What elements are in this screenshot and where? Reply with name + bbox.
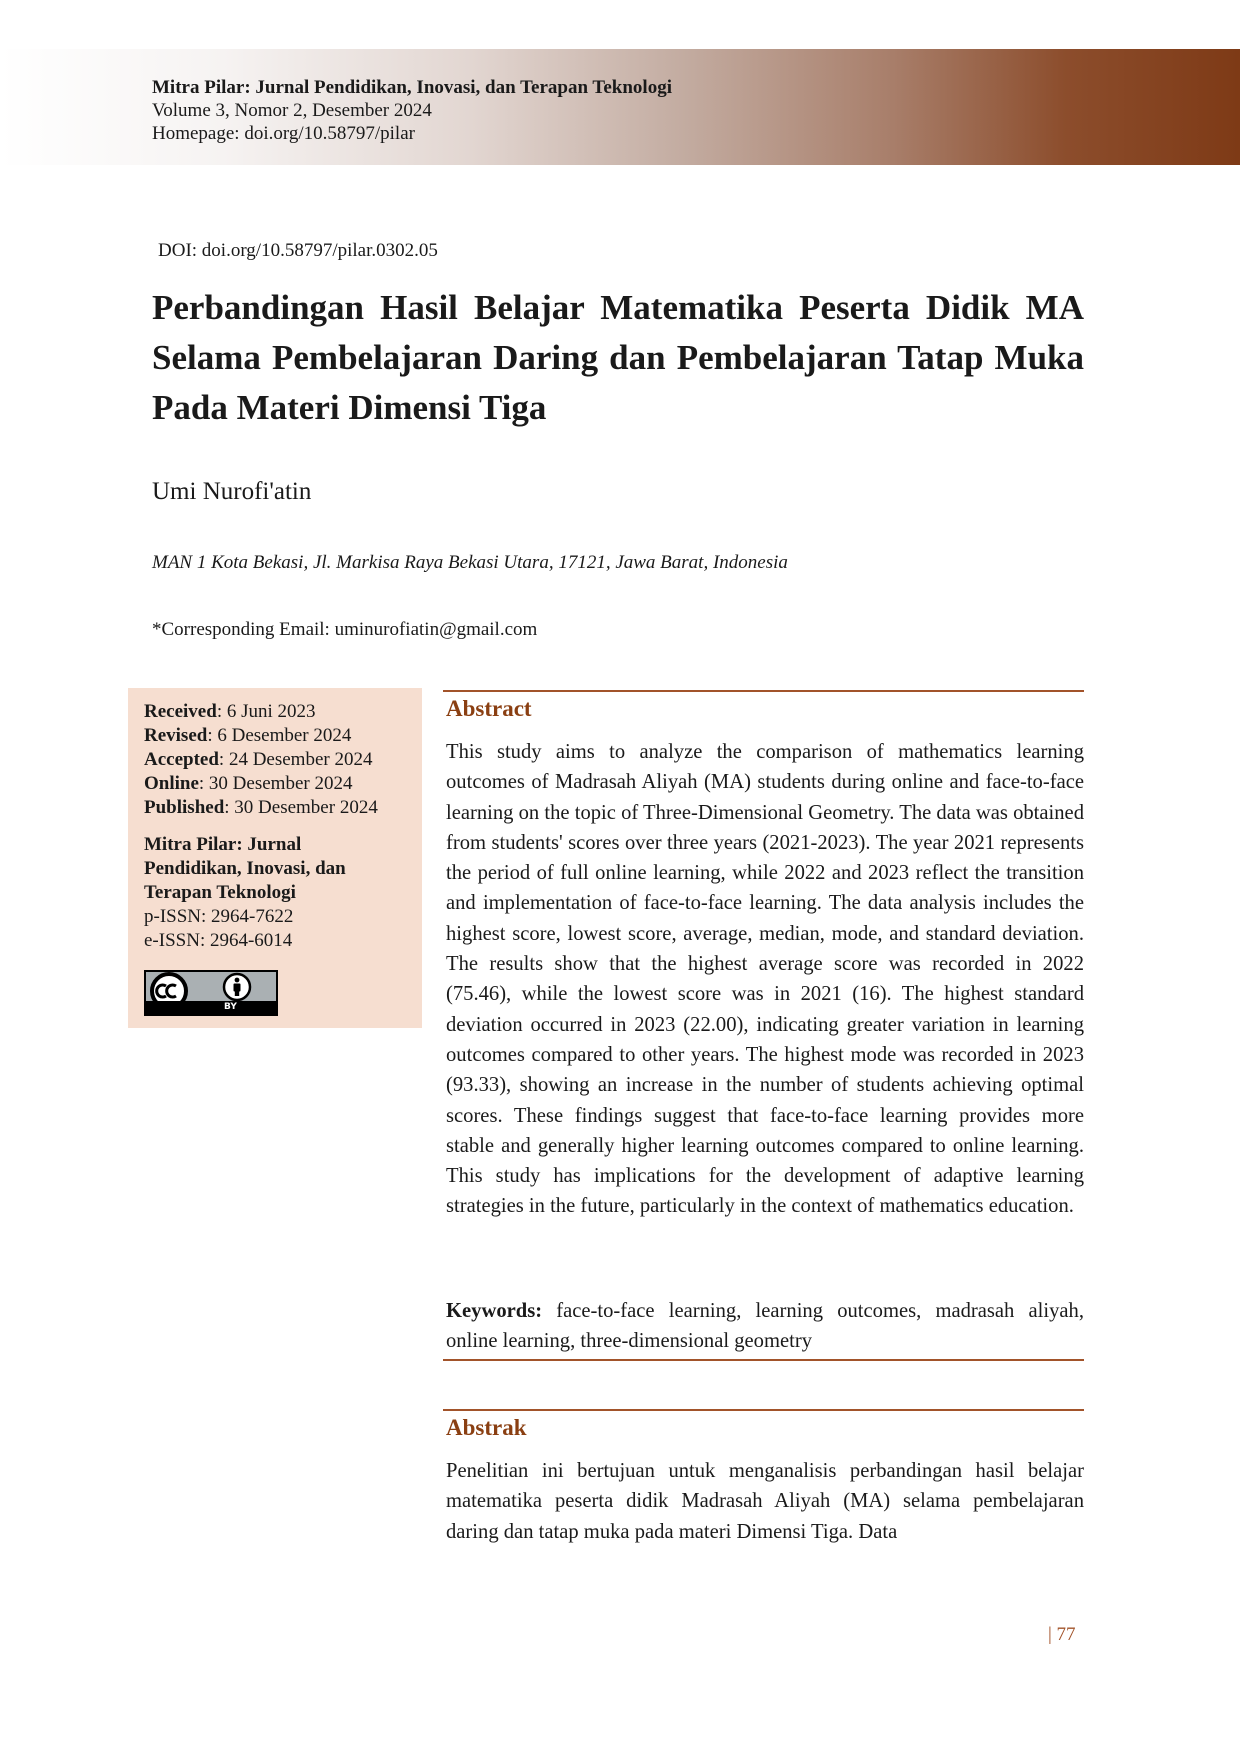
- abstrak-text: Penelitian ini bertujuan untuk menganalisis perbandingan hasil belajar matematika peserta didik Madrasah Aliyah (MA) selama pembelajaran daring dan tatap muka pada materi Dimensi Tiga. Data: [446, 1460, 1084, 1543]
- author-affiliation: MAN 1 Kota Bekasi, Jl. Markisa Raya Bekasi Utara, 17121, Jawa Barat, Indonesia: [152, 552, 788, 573]
- journal-homepage-link[interactable]: Homepage: doi.org/10.58797/pilar: [152, 123, 415, 144]
- abstract-top-rule: [443, 690, 1084, 692]
- revised-date: Revised: 6 Desember 2024: [144, 725, 352, 746]
- received-date: Received: 6 Juni 2023: [144, 701, 316, 722]
- abstract-bottom-rule: [443, 1359, 1084, 1361]
- sidebar-journal-name: Mitra Pilar: Jurnal Pendidikan, Inovasi, dan Terapan Teknologi: [144, 834, 346, 903]
- article-doi[interactable]: DOI: doi.org/10.58797/pilar.0302.05: [158, 240, 438, 261]
- cc-by-license-badge[interactable]: [144, 970, 278, 1016]
- p-issn: p-ISSN: 2964-7622: [144, 906, 294, 927]
- abstrak-heading: Abstrak: [446, 1415, 527, 1440]
- corresponding-email[interactable]: *Corresponding Email: uminurofiatin@gmail.com: [152, 619, 538, 640]
- attribution-icon: [222, 972, 252, 1002]
- journal-header: [152, 76, 672, 145]
- journal-name: Mitra Pilar: Jurnal Pendidikan, Inovasi, dan Terapan Teknologi: [152, 77, 672, 98]
- online-date: Online: 30 Desember 2024: [144, 773, 353, 794]
- journal-volume: Volume 3, Nomor 2, Desember 2024: [152, 100, 432, 121]
- license-by-strip: [146, 1001, 276, 1014]
- page-number: | 77: [1048, 1624, 1076, 1645]
- author-name: Umi Nurofi'atin: [152, 478, 312, 505]
- license-by-label: BY: [224, 1002, 237, 1012]
- keywords-label: Keywords:: [446, 1300, 543, 1322]
- abstrak-top-rule: [443, 1409, 1084, 1411]
- e-issn: e-ISSN: 2964-6014: [144, 930, 293, 951]
- keywords-list: face-to-face learning, learning outcomes, madrasah aliyah, online learning, three-dimensional geometry: [446, 1300, 1084, 1353]
- published-date: Published: 30 Desember 2024: [144, 797, 378, 818]
- article-title: Perbandingan Hasil Belajar Matematika Peserta Didik MA Selama Pembelajaran Daring dan Pembelajaran Tatap Muka Pada Materi Dimensi Tiga: [152, 288, 1084, 427]
- keywords: [446, 1296, 1084, 1357]
- abstract-heading: Abstract: [446, 696, 532, 721]
- abstract-text: This study aims to analyze the comparison of mathematics learning outcomes of Madrasah Aliyah (MA) students during online and face-to-face learning on the topic of Three-Dimensional Geometry. The data was obtained from students' scores over three years (2021-2023). The year 2021 represents the period of full online learning, while 2022 and 2023 reflect the transition and implementation of face-to-face learning. The data analysis includes the highest score, lowest score, average, median, mode, and standard deviation. The results show that the highest average score was recorded in 2022 (75.46), while the lowest score was in 2021 (16). The highest standard deviation occurred in 2023 (22.00), indicating greater variation in learning outcomes compared to other years. The highest mode was recorded in 2023 (93.33), showing an increase in the number of students achieving optimal scores. These findings suggest that face-to-face learning provides more stable and generally higher learning outcomes compared to online learning. This study has implications for the development of adaptive learning strategies in the future, particularly in the context of mathematics education.: [446, 741, 1084, 1218]
- accepted-date: Accepted: 24 Desember 2024: [144, 749, 373, 770]
- article-info-sidebar: [128, 688, 422, 1028]
